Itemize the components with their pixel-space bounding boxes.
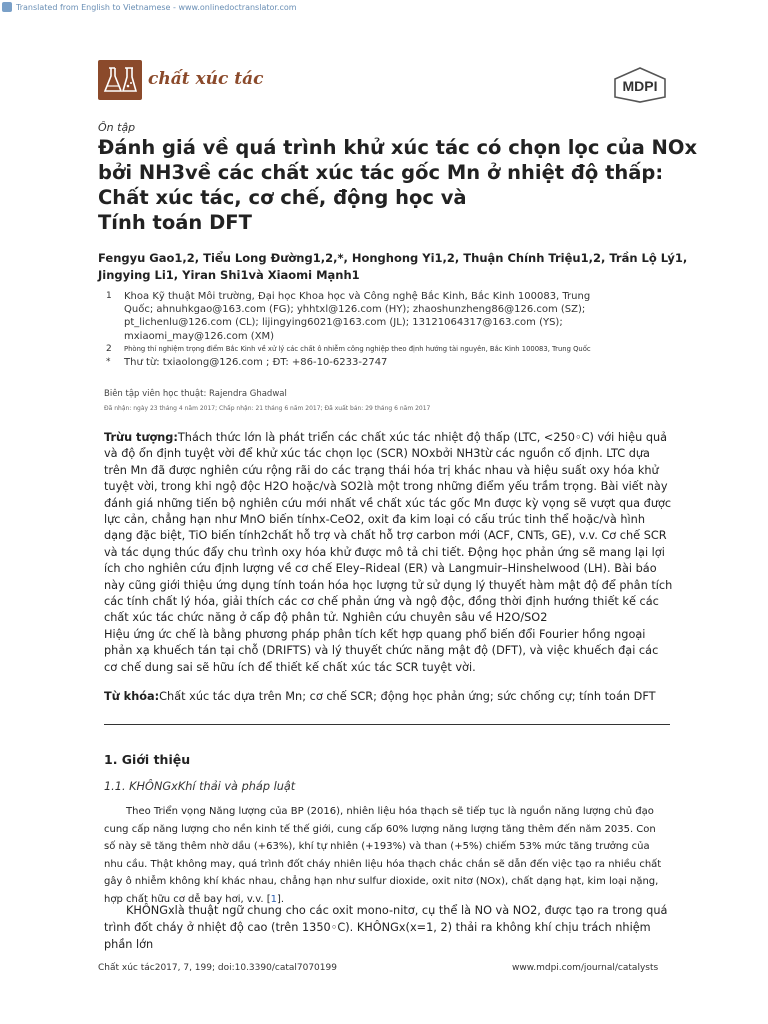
abstract-paragraph: Thách thức lớn là phát triển các chất xúc tác nhiệt độ thấp (LTC, <250◦C) với hiệu quả và độ ổn định tuyệt vời để khử xúc tác chọn lọc (SCR) NOxbởi NH3từ các nguồn cố định. LTC dựa trên Mn đã được nghiên cứu rộng rãi do các trạng thái hóa trị khác nhau và hiệu suất oxy hóa khử tuyệt vời, trong khi ngộ độc H2O hoặc/và SO2là một trong những điểm yếu trầm trọng. Bài viết này đánh giá những tiến bộ nghiên cứu mới nhất về chất xúc tác gốc Mn được kỳ vọng sẽ vượt qua được lực cản, chẳng hạn như MnO biến tínhx-CeO2, oxit đa kim loại có cấu trúc tinh thể hoặc/và hình dạng đặc biệt, TiO biến tính2chất hỗ trợ và chất hỗ trợ carbon mới (ACF, CNTs, GE), v.v. Cơ chế SCR và tác dụng thúc đẩy chu trình oxy hóa khử được mô tả chi tiết. Động học phản ứng sẽ mang lại lợi ích cho nghiên cứu định lượng về cơ chế Eley–Rideal (ER) và Langmuir–Hinshelwood (LH). Bài báo này cũng giới thiệu ứng dụng tính toán hóa học lượng tử sử dụng lý thuyết hàm mật độ để phân tích các tính chất lý hóa, giải thích các cơ chế phản ứng và ngộ độc, đồng thời định hướng thiết kế các chất xúc tác chức năng ở cấp độ phân tử. Nghiên cứu chuyên sâu về H2O/SO2 (104, 431, 673, 625)
body-paragraph (104, 803, 670, 908)
subsection-heading: 1.1. KHÔNGxKhí thải và pháp luật (104, 780, 296, 793)
translator-bar-text[interactable]: Translated from English to Vietnamese - www.onlinedoctranslator.com (16, 2, 297, 12)
translate-icon (2, 2, 12, 12)
section-heading: 1. Giới thiệu (104, 752, 191, 767)
author-line: Fengyu Gao1,2, Tiểu Long Đường1,2,*, Honghong Yi1,2, Thuận Chính Triệu1,2, Trần Lộ Lý1, (98, 251, 688, 265)
article-title (98, 135, 698, 235)
title-line: Tính toán DFT (98, 211, 252, 234)
correspondence (98, 356, 678, 369)
affiliation-line: mxiaomi_may@126.com (XM) (124, 330, 275, 342)
publisher-name: MDPI (622, 78, 658, 94)
keywords (104, 690, 674, 703)
affiliation-line: Phòng thí nghiệm trọng điểm Bắc Kinh về xử lý các chất ô nhiễm công nghiệp theo định hướng tài nguyên, Bắc Kinh 100083, Trung Quốc (124, 344, 591, 353)
academic-editor: Biên tập viên học thuật: Rajendra Ghadwal (104, 389, 287, 399)
paragraph-text: Theo Triển vọng Năng lượng của BP (2016), nhiên liệu hóa thạch sẽ tiếp tục là nguồn năng lượng chủ đạo cung cấp năng lượng cho nền kinh tế thế giới, cung cấp 60% lượng năng lượng tăng thêm đến năm 2035. Con số này sẽ tăng thêm nhờ dầu (+63%), khí tự nhiên (+193%) và than (+5%) chiếm 53% mức tăng trưởng của nhu cầu. Thật không may, quá trình đốt cháy nhiên liệu hóa thạch chắc chắn sẽ dẫn đến việc tạo ra nhiều chất gây ô nhiễm không khí khác nhau, chẳng hạn như sulfur dioxide, oxit nitơ (NOx), chất dạng hạt, kim loại nặng, hợp chất hữu cơ dễ bay hơi, v.v. [ (104, 806, 662, 905)
affiliation-line: Quốc; ahnuhkgao@163.com (FG); yhhtxl@126.com (HY); zhaoshunzheng86@126.com (SZ); (124, 304, 586, 316)
footer-citation: Chất xúc tác2017, 7, 199; doi:10.3390/catal7070199 (98, 963, 337, 973)
translator-bar[interactable] (0, 0, 297, 14)
footer-url[interactable]: www.mdpi.com/journal/catalysts (512, 963, 659, 973)
abstract-paragraph: Hiệu ứng ức chế là bằng phương pháp phân tích kết hợp quang phổ biến đổi Fourier hồng ngoại phản xạ khuếch tán tại chỗ (DRIFTS) và lý thuyết chức năng mật độ (DFT), và việc khuếch đại các cơ chế dung sai sẽ hữu ích để thiết kế chất xúc tác SCR tuyệt vời. (104, 627, 659, 674)
journal-logo (98, 60, 142, 100)
title-line: bởi NH3về các chất xúc tác gốc Mn ở nhiệt độ thấp: (98, 161, 664, 184)
affiliation-number: 1 (106, 291, 112, 301)
body-paragraph: KHÔNGxlà thuật ngữ chung cho các oxit mono-nitơ, cụ thể là NO và NO2, được tạo ra trong quá trình đốt cháy ở nhiệt độ cao (trên 1350◦C). KHÔNGx(x=1, 2) thải ra không khí chịu trách nhiệm phần lớn (104, 904, 668, 951)
journal-name: chất xúc tác (148, 69, 264, 89)
abstract-label: Trừu tượng: (104, 431, 178, 444)
author-list (98, 250, 688, 284)
correspondence-text: Thư từ: txiaolong@126.com ; ĐT: +86-10-6233-2747 (124, 357, 388, 369)
paragraph-text: ]. (276, 893, 285, 905)
flask-icon (103, 65, 137, 95)
keywords-text: Chất xúc tác dựa trên Mn; cơ chế SCR; động học phản ứng; sức chống cự; tính toán DFT (159, 690, 656, 703)
title-line: Đánh giá về quá trình khử xúc tác có chọn lọc của NOx (98, 136, 698, 159)
author-line: Jingying Li1, Yiran Shi1và Xiaomi Mạnh1 (98, 268, 360, 282)
section-divider (104, 724, 670, 725)
affiliation-number: 2 (106, 343, 112, 354)
affiliation-line: Khoa Kỹ thuật Môi trường, Đại học Khoa học và Công nghệ Bắc Kinh, Bắc Kinh 100083, Trung (124, 291, 591, 302)
abstract (104, 430, 674, 676)
article-type: Ôn tập (98, 121, 136, 134)
affiliation-1 (98, 290, 678, 343)
correspondence-mark: * (106, 357, 111, 368)
affiliation-line: pt_lichenlu@126.com (CL); lijingying6021@163.com (JL); 13121064317@163.com (YS); (124, 317, 563, 329)
title-line: Chất xúc tác, cơ chế, động học và (98, 186, 467, 209)
mdpi-logo-icon (612, 67, 668, 103)
affiliation-2 (98, 343, 678, 356)
affiliations (98, 290, 678, 369)
reference-link[interactable]: 1 (270, 893, 277, 905)
publication-dates: Đã nhận: ngày 23 tháng 4 năm 2017; Chấp nhận: 21 tháng 6 năm 2017; Đã xuất bản: 29 tháng 6 năm 2017 (104, 405, 431, 412)
publisher-logo (612, 67, 668, 103)
keywords-label: Từ khóa: (104, 690, 160, 703)
